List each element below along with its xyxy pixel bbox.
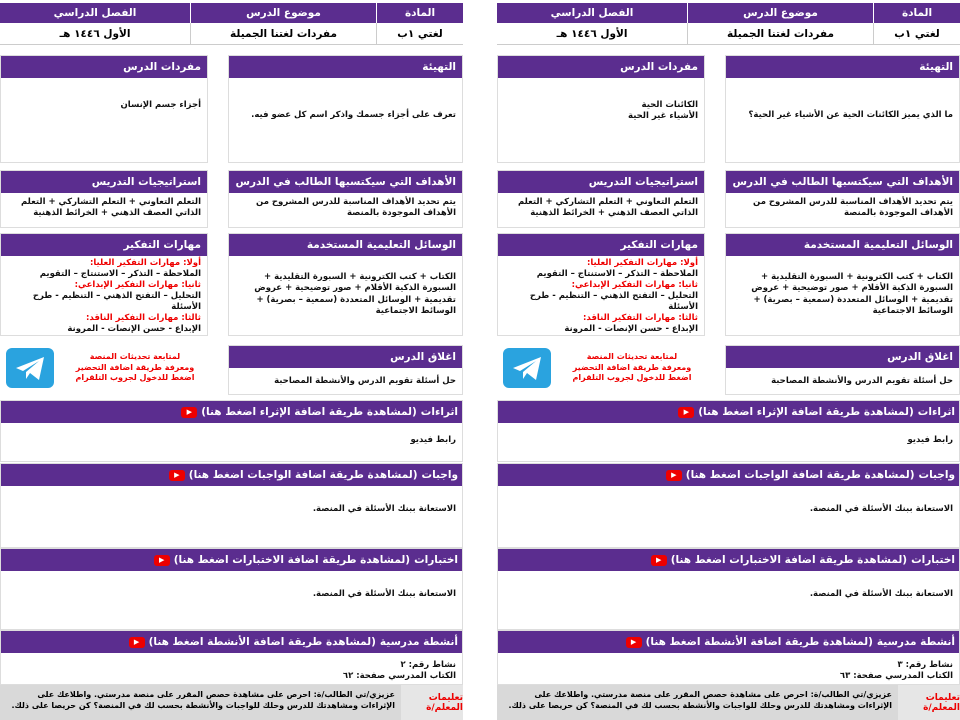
media-text: الكتاب + كتب الكترونية + السبورة التقليدية + السبورة الذكية الأقلام + صور توضيحية + عروض تقديمية + الوسائل المتعددة (سمعية – بصرية) + الوسائط الاجتماعية bbox=[751, 272, 953, 317]
strategies-text: التعلم التعاوني + التعلم التشاركي + التعلم الذاتي العصف الذهني + الخرائط الذهنية bbox=[20, 197, 201, 219]
promo-line: اضغط للدخول لجروب التلقرام bbox=[572, 373, 692, 383]
tests-title: اختبارات bbox=[911, 554, 955, 566]
thinking-level-3: ثالثا: مهارات التفكير الناقد: bbox=[86, 313, 201, 324]
lesson-page-right bbox=[497, 0, 960, 720]
header-values bbox=[0, 23, 463, 45]
strategies-title: استراتيجيات التدريس bbox=[1, 171, 207, 193]
vocab-list bbox=[498, 96, 704, 127]
subject-value: لغتي ١ب bbox=[873, 23, 960, 44]
enrichment-help-link[interactable]: (لمشاهدة طريقة اضافة الإثراء اضغط هنا) ▶ bbox=[181, 406, 417, 418]
thinking-skills-2: التحليل – التفتح الذهني – التنظيم - طرح الأسئلة bbox=[529, 291, 698, 313]
thinking-title: مهارات التفكير bbox=[1, 234, 207, 256]
goals-box bbox=[725, 170, 960, 228]
homework-text: الاستعانة ببنك الأسئلة في المنصة. bbox=[312, 504, 456, 514]
homework-help-link[interactable]: (لمشاهدة طريقة اضافة الواجبات اضغط هنا) ▶ bbox=[169, 469, 418, 481]
thinking-skills-1: الملاحظة – التذكر – الاستنتاج – التقويم bbox=[536, 269, 698, 280]
enrichment-title: اثراءات bbox=[917, 406, 955, 418]
teacher-notes-label: تعليمات المعلم/ة bbox=[426, 692, 463, 713]
vocab-box bbox=[0, 55, 208, 163]
intro-box bbox=[725, 55, 960, 163]
homework-title: واجبات bbox=[918, 469, 955, 481]
teacher-notes-text: عزيزي/تي الطالب/ة: احرص على مشاهدة حصص المقرر على منصة مدرستي. واطلاعك على الإثراءات ومشاهدتك للدرس وحلك للواجبات والأنشطة بحسب لك في المنصة؟ كن حريصا على ذلك. bbox=[497, 685, 898, 720]
header-labels bbox=[0, 3, 463, 23]
telegram-icon[interactable] bbox=[503, 348, 551, 388]
youtube-icon: ▶ bbox=[181, 407, 197, 418]
youtube-icon: ▶ bbox=[651, 555, 667, 566]
enrichment-section bbox=[497, 400, 960, 462]
activities-section bbox=[0, 630, 463, 685]
term-label: الفصل الدراسي bbox=[53, 7, 137, 19]
telegram-promo-text bbox=[62, 352, 208, 384]
thinking-skills-2: التحليل – التفتح الذهني – التنظيم - طرح الأسئلة bbox=[32, 291, 201, 313]
header-labels bbox=[497, 3, 960, 23]
youtube-icon: ▶ bbox=[129, 637, 145, 648]
term-value: الأول ١٤٤٦ هـ bbox=[59, 27, 131, 40]
telegram-promo[interactable] bbox=[497, 342, 705, 394]
homework-section bbox=[497, 463, 960, 548]
youtube-icon: ▶ bbox=[678, 407, 694, 418]
media-box bbox=[725, 233, 960, 336]
vocab-title: مفردات الدرس bbox=[498, 56, 704, 78]
tests-help-link[interactable]: (لمشاهدة طريقة اضافة الاختبارات اضغط هنا) ▶ bbox=[154, 554, 410, 566]
subject-value: لغتي ١ب bbox=[376, 23, 463, 44]
enrichment-title: اثراءات bbox=[420, 406, 458, 418]
thinking-level-3: ثالثا: مهارات التفكير الناقد: bbox=[583, 313, 698, 324]
telegram-icon[interactable] bbox=[6, 348, 54, 388]
activities-title: أنشطة مدرسية bbox=[379, 636, 458, 648]
thinking-level-2: ثانيا: مهارات التفكير الإبداعي: bbox=[74, 280, 201, 291]
tests-title: اختبارات bbox=[414, 554, 458, 566]
topic-value: مفردات لغتنا الجميلة bbox=[190, 23, 376, 44]
topic-label: موضوع الدرس bbox=[190, 3, 376, 23]
teacher-notes-label: تعليمات المعلم/ة bbox=[923, 692, 960, 713]
vocab-item: أجزاء جسم الإنسان bbox=[120, 100, 201, 110]
thinking-title: مهارات التفكير bbox=[498, 234, 704, 256]
vocab-item: الأشياء غير الحية bbox=[628, 111, 698, 122]
homework-title: واجبات bbox=[421, 469, 458, 481]
subject-label: المادة bbox=[873, 3, 960, 23]
homework-text: الاستعانة ببنك الأسئلة في المنصة. bbox=[809, 504, 953, 514]
youtube-icon: ▶ bbox=[169, 470, 185, 481]
media-box bbox=[228, 233, 463, 336]
thinking-level-2: ثانيا: مهارات التفكير الإبداعي: bbox=[571, 280, 698, 291]
homework-section bbox=[0, 463, 463, 548]
thinking-text bbox=[1, 256, 207, 339]
closing-title: اغلاق الدرس bbox=[229, 346, 462, 368]
activities-help-link[interactable]: (لمشاهدة طريقة اضافة الأنشطة اضغط هنا) ▶ bbox=[626, 636, 873, 648]
promo-line: لمتابعة تحديثات المنصة bbox=[89, 351, 181, 361]
activity-number: نشاط رقم: ٣ bbox=[897, 660, 953, 670]
media-text: الكتاب + كتب الكترونية + السبورة التقليدية + السبورة الذكية الأقلام + صور توضيحية + عروض تقديمية + الوسائل المتعددة (سمعية – بصرية) + الوسائط الاجتماعية bbox=[254, 272, 456, 317]
intro-title: التهيئة bbox=[726, 56, 959, 78]
youtube-icon: ▶ bbox=[626, 637, 642, 648]
activities-text bbox=[498, 656, 959, 686]
media-title: الوسائل التعليمية المستخدمة bbox=[229, 234, 462, 256]
topic-label: موضوع الدرس bbox=[687, 3, 873, 23]
homework-help-link[interactable]: (لمشاهدة طريقة اضافة الواجبات اضغط هنا) ▶ bbox=[666, 469, 915, 481]
term-label: الفصل الدراسي bbox=[550, 7, 634, 19]
youtube-icon: ▶ bbox=[666, 470, 682, 481]
vocab-box bbox=[497, 55, 705, 163]
promo-line: ومعرفة طريقة اضافة التحضير bbox=[572, 362, 692, 372]
thinking-skills-3: الإبداع - حسن الإنصات - المرونة bbox=[564, 324, 698, 335]
promo-line: ومعرفة طريقة اضافة التحضير bbox=[75, 362, 195, 372]
teacher-notes bbox=[497, 685, 960, 720]
strategies-title: استراتيجيات التدريس bbox=[498, 171, 704, 193]
enrichment-help-link[interactable]: (لمشاهدة طريقة اضافة الإثراء اضغط هنا) ▶ bbox=[678, 406, 914, 418]
closing-box bbox=[725, 345, 960, 395]
vocab-list bbox=[1, 96, 207, 115]
thinking-text bbox=[498, 256, 704, 339]
tests-help-link[interactable]: (لمشاهدة طريقة اضافة الاختبارات اضغط هنا) ▶ bbox=[651, 554, 907, 566]
goals-text: يتم تحديد الأهداف المناسبة للدرس المشروح من الأهداف الموجودة بالمنصة bbox=[256, 197, 456, 219]
intro-box bbox=[228, 55, 463, 163]
enrichment-text: رابط فيديو bbox=[410, 435, 456, 445]
intro-title: التهيئة bbox=[229, 56, 462, 78]
closing-text: حل أسئلة تقويم الدرس والأنشطة المصاحبة bbox=[274, 376, 456, 386]
thinking-level-1: أولا: مهارات التفكير العليا: bbox=[586, 258, 698, 268]
enrichment-text: رابط فيديو bbox=[907, 435, 953, 445]
textbook-page: الكتاب المدرسي صفحة: ٦٢ bbox=[342, 671, 456, 682]
thinking-skills-1: الملاحظة – التذكر – الاستنتاج – التقويم bbox=[39, 269, 201, 280]
activity-number: نشاط رقم: ٢ bbox=[400, 660, 456, 670]
goals-title: الأهداف التي سيكتسبها الطالب في الدرس bbox=[229, 171, 462, 193]
tests-text: الاستعانة ببنك الأسئلة في المنصة. bbox=[809, 589, 953, 599]
goals-text: يتم تحديد الأهداف المناسبة للدرس المشروح من الأهداف الموجودة بالمنصة bbox=[753, 197, 953, 219]
activities-text bbox=[1, 656, 462, 686]
subject-label: المادة bbox=[376, 3, 463, 23]
tests-text: الاستعانة ببنك الأسئلة في المنصة. bbox=[312, 589, 456, 599]
closing-title: اغلاق الدرس bbox=[726, 346, 959, 368]
closing-text: حل أسئلة تقويم الدرس والأنشطة المصاحبة bbox=[771, 376, 953, 386]
topic-value: مفردات لغتنا الجميلة bbox=[687, 23, 873, 44]
vocab-title: مفردات الدرس bbox=[1, 56, 207, 78]
closing-box bbox=[228, 345, 463, 395]
tests-section bbox=[497, 548, 960, 630]
vocab-item: الكائنات الحية bbox=[641, 100, 698, 110]
lesson-page-left bbox=[0, 0, 463, 720]
activities-section bbox=[497, 630, 960, 685]
strategies-box bbox=[0, 170, 208, 228]
intro-text: تعرف على أجزاء جسمك واذكر اسم كل عضو فيه. bbox=[251, 110, 456, 120]
goals-title: الأهداف التي سيكتسبها الطالب في الدرس bbox=[726, 171, 959, 193]
textbook-page: الكتاب المدرسي صفحة: ٦٣ bbox=[839, 671, 953, 682]
media-title: الوسائل التعليمية المستخدمة bbox=[726, 234, 959, 256]
activities-help-link[interactable]: (لمشاهدة طريقة اضافة الأنشطة اضغط هنا) ▶ bbox=[129, 636, 376, 648]
thinking-box bbox=[0, 233, 208, 336]
intro-text: ما الذي يميز الكائنات الحية عن الأشياء غير الحية؟ bbox=[748, 110, 953, 120]
goals-box bbox=[228, 170, 463, 228]
teacher-notes bbox=[0, 685, 463, 720]
strategies-text: التعلم التعاوني + التعلم التشاركي + التعلم الذاتي العصف الذهني + الخرائط الذهنية bbox=[517, 197, 698, 219]
tests-section bbox=[0, 548, 463, 630]
enrichment-section bbox=[0, 400, 463, 462]
telegram-promo-text bbox=[559, 352, 705, 384]
promo-line: لمتابعة تحديثات المنصة bbox=[586, 351, 678, 361]
teacher-notes-text: عزيزي/تي الطالب/ة: احرص على مشاهدة حصص المقرر على منصة مدرستي. واطلاعك على الإثراءات ومشاهدتك للدرس وحلك للواجبات والأنشطة بحسب لك في المنصة؟ كن حريصا على ذلك. bbox=[0, 685, 401, 720]
telegram-promo[interactable] bbox=[0, 342, 208, 394]
header-values bbox=[497, 23, 960, 45]
strategies-box bbox=[497, 170, 705, 228]
youtube-icon: ▶ bbox=[154, 555, 170, 566]
thinking-skills-3: الإبداع - حسن الإنصات - المرونة bbox=[67, 324, 201, 335]
promo-line: اضغط للدخول لجروب التلقرام bbox=[75, 373, 195, 383]
thinking-box bbox=[497, 233, 705, 336]
thinking-level-1: أولا: مهارات التفكير العليا: bbox=[89, 258, 201, 268]
term-value: الأول ١٤٤٦ هـ bbox=[556, 27, 628, 40]
activities-title: أنشطة مدرسية bbox=[876, 636, 955, 648]
